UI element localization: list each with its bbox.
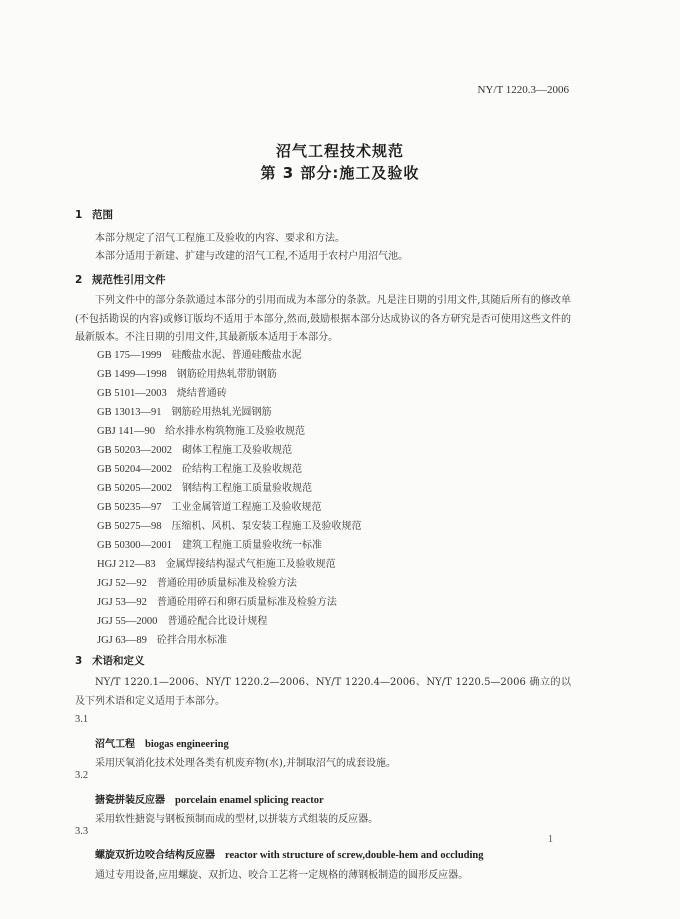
- document-subtitle: 第 3 部分:施工及验收: [260, 164, 420, 182]
- reference-item: [97, 365, 277, 380]
- reference-code: JGJ 55—2000: [97, 616, 158, 627]
- section-1-heading: [75, 207, 113, 222]
- reference-item: [97, 441, 292, 456]
- reference-title: 金属焊接结构湿式气柜施工及验收规范: [165, 559, 336, 570]
- reference-item: [97, 498, 321, 513]
- section-2-heading: [75, 272, 166, 287]
- term-number: 3.1: [75, 714, 89, 725]
- reference-title: 压缩机、风机、泵安装工程施工及验收规范: [171, 521, 362, 532]
- section-number: 2: [75, 274, 83, 286]
- reference-code: GB 50275—98: [97, 521, 162, 532]
- reference-title: 工业金属管道工程施工及验收规范: [171, 502, 322, 513]
- document-title: 沼气工程技术规范: [275, 142, 404, 160]
- reference-title: 钢筋砼用热轧光圆钢筋: [171, 407, 272, 418]
- term-zh: 沼气工程: [95, 739, 135, 750]
- reference-item: [97, 536, 322, 551]
- section-1-paragraph: 本部分适用于新建、扩建与改建的沼气工程,不适用于农村户用沼气池。: [95, 251, 409, 262]
- reference-item: [97, 479, 312, 494]
- section-number: 1: [75, 209, 83, 221]
- reference-code: GB 50300—2001: [97, 540, 172, 551]
- term-heading: [95, 846, 484, 861]
- reference-item: [97, 384, 227, 399]
- term-number: 3.2: [75, 770, 89, 781]
- reference-item: [97, 346, 301, 361]
- reference-item: [97, 422, 305, 437]
- reference-code: GB 5101—2003: [97, 388, 167, 399]
- reference-title: 砌体工程施工及验收规范: [181, 445, 292, 456]
- reference-title: 钢筋砼用热轧带肋钢筋: [176, 369, 277, 380]
- reference-code: GBJ 141—90: [97, 426, 156, 437]
- reference-item: [97, 555, 336, 570]
- standard-code: NY/T 1220.3—2006: [477, 84, 569, 96]
- reference-code: GB 50205—2002: [97, 483, 172, 494]
- reference-item: [97, 517, 361, 532]
- page-number: 1: [548, 834, 553, 845]
- reference-title: 普通砼配合比设计规程: [167, 616, 268, 627]
- reference-item: [97, 574, 297, 589]
- term-en: biogas engineering: [145, 739, 229, 750]
- reference-code: GB 13013—91: [97, 407, 162, 418]
- reference-code: HGJ 212—83: [97, 559, 156, 570]
- term-zh: 搪瓷拼装反应器: [95, 795, 165, 806]
- section-3-heading: [75, 653, 145, 668]
- reference-code: GB 175—1999: [97, 350, 162, 361]
- reference-title: 给水排水构筑物施工及验收规范: [165, 426, 306, 437]
- reference-code: GB 50203—2002: [97, 445, 172, 456]
- reference-item: [97, 403, 271, 418]
- section-title: 范围: [92, 209, 113, 221]
- section-number: 3: [75, 655, 83, 667]
- reference-title: 钢结构工程施工质量验收规范: [181, 483, 312, 494]
- reference-title: 砼拌合用水标准: [156, 635, 227, 646]
- reference-item: [97, 460, 302, 475]
- term-en: porcelain enamel splicing reactor: [175, 795, 324, 806]
- term-zh: 螺旋双折边咬合结构反应器: [95, 850, 215, 861]
- reference-code: GB 50204—2002: [97, 464, 172, 475]
- section-3-intro: NY/T 1220.1—2006、NY/T 1220.2—2006、NY/T 1220.4—2006、NY/T 1220.5—2006 确立的以及下列术语和定义适用于本部分。: [75, 677, 571, 707]
- reference-item: [97, 612, 267, 627]
- term-en: reactor with structure of screw,double-hem and occluding: [225, 850, 484, 861]
- reference-code: JGJ 63—89: [97, 635, 147, 646]
- reference-title: 砼结构工程施工及验收规范: [181, 464, 302, 475]
- section-title: 术语和定义: [92, 655, 145, 667]
- section-1-paragraph: 本部分规定了沼气工程施工及验收的内容、要求和方法。: [95, 233, 345, 244]
- reference-code: JGJ 52—92: [97, 578, 147, 589]
- reference-code: JGJ 53—92: [97, 597, 147, 608]
- reference-title: 建筑工程施工质量验收统一标准: [181, 540, 322, 551]
- term-definition: 采用软性搪瓷与钢板预制而成的型材,以拼装方式组装的反应器。: [95, 814, 379, 825]
- reference-title: 烧结普通砖: [176, 388, 227, 399]
- reference-code: GB 50235—97: [97, 502, 162, 513]
- term-definition: 通过专用设备,应用螺旋、双折边、咬合工艺将一定规格的薄钢板制造的圆形反应器。: [95, 870, 469, 881]
- term-number: 3.3: [75, 826, 89, 837]
- reference-title: 普通砼用砂质量标准及检验方法: [156, 578, 297, 589]
- term-definition: 采用厌氧消化技术处理各类有机废弃物(水),并制取沼气的成套设施。: [95, 758, 396, 769]
- reference-title: 普通砼用碎石和卵石质量标准及检验方法: [156, 597, 337, 608]
- term-heading: [95, 735, 229, 750]
- reference-item: [97, 631, 227, 646]
- reference-item: [97, 593, 337, 608]
- term-heading: [95, 791, 324, 806]
- section-title: 规范性引用文件: [92, 274, 166, 286]
- section-2-intro: 下列文件中的部分条款通过本部分的引用而成为本部分的条款。凡是注日期的引用文件,其随后所有的修改单(不包括勘误的内容)或修订版均不适用于本部分,然而,鼓励根据本部分达成协议的各方研究是否可使用这些文件的最新版本。不注日期的引用文件,其最新版本适用于本部分。: [75, 295, 571, 343]
- reference-code: GB 1499—1998: [97, 369, 167, 380]
- reference-title: 硅酸盐水泥、普通硅酸盐水泥: [171, 350, 302, 361]
